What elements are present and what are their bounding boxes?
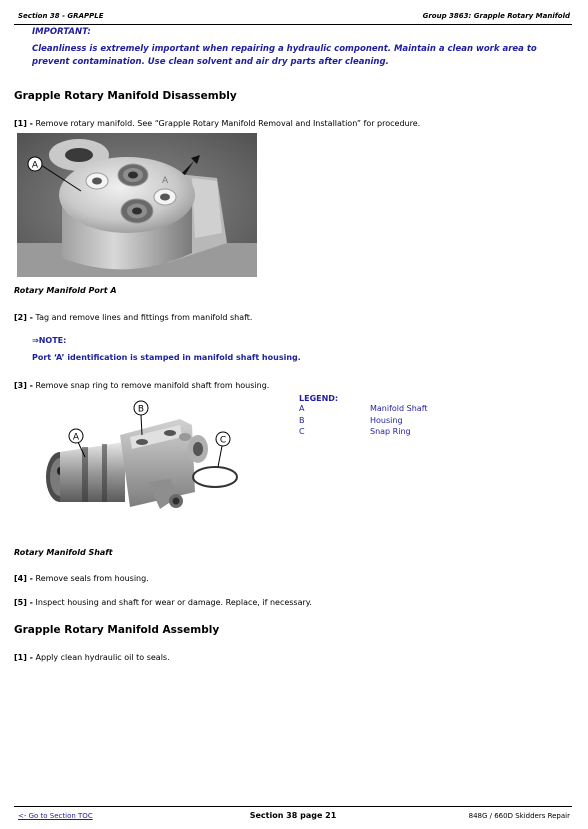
rotary-manifold-shaft-photo bbox=[30, 397, 280, 527]
callout-a-label: A bbox=[72, 432, 80, 443]
important-text bbox=[32, 43, 562, 69]
step-text: Apply clean hydraulic oil to seals. bbox=[32, 653, 170, 662]
legend-row bbox=[299, 427, 499, 439]
step-number: [4] - bbox=[14, 574, 33, 583]
callout-a-label: A bbox=[31, 160, 39, 171]
important-title: IMPORTANT: bbox=[32, 27, 91, 37]
legend-key: C bbox=[299, 427, 305, 436]
callout-b-label: B bbox=[137, 404, 145, 415]
section-toc-link[interactable]: <- Go to Section TOC bbox=[18, 812, 93, 820]
figure-1-caption: Rotary Manifold Port A bbox=[14, 286, 117, 295]
legend-title: LEGEND: bbox=[299, 394, 339, 403]
assembly-heading: Grapple Rotary Manifold Assembly bbox=[14, 624, 220, 636]
step-text: Remove rotary manifold. See “Grapple Rotary Manifold Removal and Installation” for procedure. bbox=[32, 119, 421, 128]
port-stamp-label: A bbox=[162, 176, 169, 186]
page-header bbox=[14, 10, 572, 25]
group-label: Group 3863: Grapple Rotary Manifold bbox=[422, 12, 570, 20]
step-number: [1] - bbox=[14, 119, 33, 128]
figure-2-caption: Rotary Manifold Shaft bbox=[14, 548, 113, 557]
manual-title: 848G / 660D Skidders Repair bbox=[468, 812, 570, 820]
step-text: Inspect housing and shaft for wear or damage. Replace, if necessary. bbox=[32, 598, 312, 607]
step-number: [1] - bbox=[14, 653, 33, 662]
step-text: Remove snap ring to remove manifold shaft from housing. bbox=[32, 381, 270, 390]
disassembly-step-3 bbox=[14, 381, 269, 390]
legend-value: Manifold Shaft bbox=[370, 404, 428, 413]
rotary-manifold-port-photo bbox=[17, 133, 257, 277]
legend-value: Housing bbox=[370, 415, 403, 425]
note-text: Port ‘A’ identification is stamped in manifold shaft housing. bbox=[32, 353, 301, 362]
step-number: [3] - bbox=[14, 381, 33, 390]
disassembly-step-4 bbox=[14, 574, 149, 583]
legend-value: Snap Ring bbox=[370, 427, 411, 436]
disassembly-step-5 bbox=[14, 598, 312, 607]
step-text: Tag and remove lines and fittings from manifold shaft. bbox=[32, 313, 253, 322]
figure-legend bbox=[299, 394, 499, 439]
assembly-step-1 bbox=[14, 653, 170, 662]
step-number: [5] - bbox=[14, 598, 33, 607]
disassembly-step-1 bbox=[14, 119, 420, 128]
important-line-2: prevent contamination. Use clean solvent and air dry parts after cleaning. bbox=[32, 57, 389, 67]
legend-key: B bbox=[299, 415, 305, 425]
important-line-1: Cleanliness is extremely important when repairing a hydraulic component. Maintain a clean work area to bbox=[32, 44, 537, 54]
step-number: [2] - bbox=[14, 313, 33, 322]
legend-row bbox=[299, 404, 499, 416]
note-title: ⇒NOTE: bbox=[32, 336, 67, 345]
page-number: Section 38 page 21 bbox=[249, 811, 337, 820]
page-footer bbox=[14, 806, 572, 823]
section-label: Section 38 - GRAPPLE bbox=[18, 12, 104, 20]
legend-key: A bbox=[299, 404, 305, 413]
disassembly-heading: Grapple Rotary Manifold Disassembly bbox=[14, 90, 237, 102]
legend-row bbox=[299, 416, 499, 428]
step-text: Remove seals from housing. bbox=[32, 574, 149, 583]
disassembly-step-2 bbox=[14, 313, 252, 322]
callout-c-label: C bbox=[219, 435, 227, 446]
